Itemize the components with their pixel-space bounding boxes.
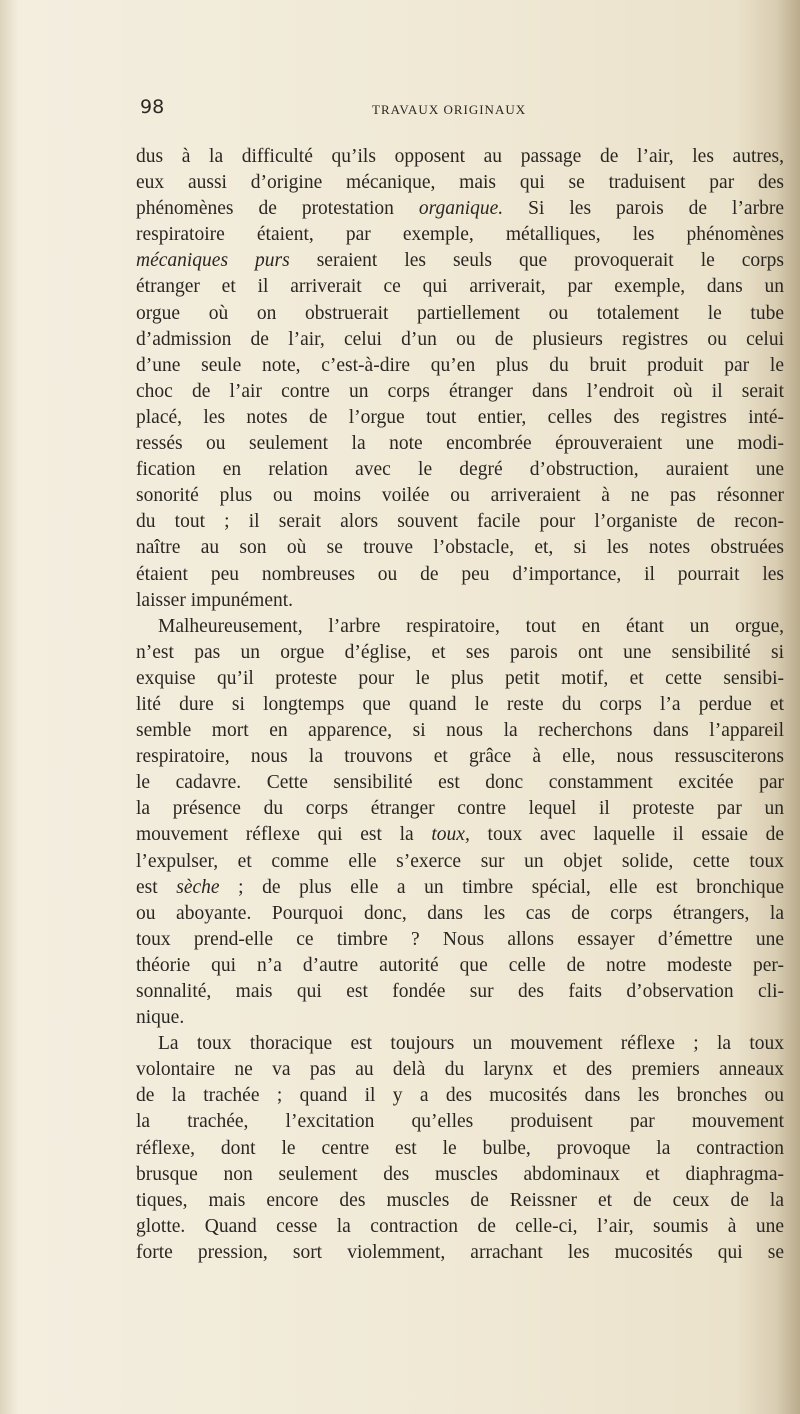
text-line: du tout ; il serait alors souvent facile pour l’organiste de recon- [136, 511, 784, 533]
text-line: n’est pas un orgue d’église, et ses parois ont une sensibilité si [136, 641, 784, 663]
text-line: exquise qu’il proteste pour le plus petit motif, et cette sensibi- [136, 667, 784, 689]
text-run: ; de plus elle a un timbre spécial, elle est bronchique [219, 876, 784, 898]
text-line: lité dure si longtemps que quand le reste du corps l’a perdue et [136, 693, 784, 715]
text-line: la présence du corps étranger contre lequel il proteste par un [136, 798, 784, 820]
text-line: l’expulser, et comme elle s’exerce sur un objet solide, cette toux [136, 850, 784, 872]
text-run: phénomènes de protestation [136, 198, 419, 220]
text-line [136, 196, 784, 222]
text-run: toux avec laquelle il essaie de [469, 824, 784, 846]
text-line: réflexe, dont le centre est le bulbe, provoque la contraction [136, 1137, 784, 1159]
text-line: ou aboyante. Pourquoi donc, dans les cas de corps étrangers, la [136, 902, 784, 924]
text-line: d’admission de l’air, celui d’un ou de plusieurs registres ou celui [136, 328, 784, 350]
page-header [0, 96, 800, 126]
text-line: choc de l’air contre un corps étranger dans l’endroit où il serait [136, 380, 784, 402]
text-run: Si les parois de l’arbre [503, 198, 784, 220]
italic-term: toux, [431, 824, 470, 846]
text-line: la trachée, l’excitation qu’elles produisent par mouvement [136, 1111, 784, 1133]
text-line: sonnalité, mais qui est fondée sur des faits d’observation cli- [136, 981, 784, 1002]
text-line: le cadavre. Cette sensibilité est donc constamment excitée par [136, 772, 784, 794]
text-line [136, 875, 784, 901]
text-line: étranger et il arriverait ce qui arriverait, par exemple, dans un [136, 276, 784, 298]
italic-term: organique. [418, 198, 504, 220]
italic-term: mécaniques purs [136, 250, 290, 272]
text-line: La toux thoracique est toujours un mouvement réflexe ; la toux [158, 1033, 784, 1055]
text-line [136, 248, 784, 274]
text-line [136, 822, 784, 848]
text-line: sonorité plus ou moins voilée ou arriveraient à ne pas résonner [136, 485, 784, 507]
text-run: est [136, 876, 177, 898]
text-line: brusque non seulement des muscles abdominaux et diaphragma- [136, 1163, 784, 1185]
text-line: respiratoire, nous la trouvons et grâce à elle, nous ressusciterons [136, 746, 784, 768]
text-line: forte pression, sort violemment, arrachant les mucosités qui se [136, 1241, 784, 1263]
text-line: orgue où on obstruerait partiellement ou totalement le tube [136, 302, 784, 324]
text-line: de la trachée ; quand il y a des mucosités dans les bronches ou [136, 1085, 784, 1107]
text-run: mouvement réflexe qui est la [136, 824, 432, 846]
italic-term: sèche [176, 876, 220, 898]
body-text [136, 144, 784, 1266]
page-number: 98 [140, 96, 165, 118]
text-line: volontaire ne va pas au delà du larynx et des premiers anneaux [136, 1059, 784, 1081]
text-run: seraient les seuls que provoquerait le corps [289, 250, 784, 272]
text-line: Malheureusement, l’arbre respiratoire, tout en étant un orgue, [158, 615, 784, 637]
running-head: TRAVAUX ORIGINAUX [372, 102, 527, 117]
text-line: théorie qui n’a d’autre autorité que celle de notre modeste per- [136, 954, 784, 976]
text-line: d’une seule note, c’est-à-dire qu’en plus du bruit produit par le [136, 354, 784, 376]
text-line: naître au son où se trouve l’obstacle, et, si les notes obstruées [136, 537, 784, 559]
text-line: respiratoire étaient, par exemple, métalliques, les phénomènes [136, 224, 784, 246]
text-line: tiques, mais encore des muscles de Reissner et de ceux de la [136, 1189, 784, 1211]
text-line: placé, les notes de l’orgue tout entier, celles des registres inté- [136, 406, 784, 428]
text-line: dus à la difficulté qu’ils opposent au passage de l’air, les autres, [136, 146, 784, 167]
text-line: étaient peu nombreuses ou de peu d’importance, il pourrait les [136, 563, 784, 585]
text-line: semble mort en apparence, si nous la recherchons dans l’appareil [136, 720, 784, 742]
text-line: toux prend-elle ce timbre ? Nous allons essayer d’émettre une [136, 928, 784, 950]
page-gutter-shadow [0, 0, 18, 1414]
text-line: fication en relation avec le degré d’obstruction, auraient une [136, 459, 784, 481]
text-line: nique. [136, 1007, 185, 1029]
text-line: ressés ou seulement la note encombrée éprouveraient une modi- [136, 433, 784, 455]
text-line: laisser impunément. [136, 589, 294, 611]
text-line: eux aussi d’origine mécanique, mais qui se traduisent par des [136, 172, 784, 194]
text-line: glotte. Quand cesse la contraction de celle-ci, l’air, soumis à une [136, 1215, 784, 1237]
